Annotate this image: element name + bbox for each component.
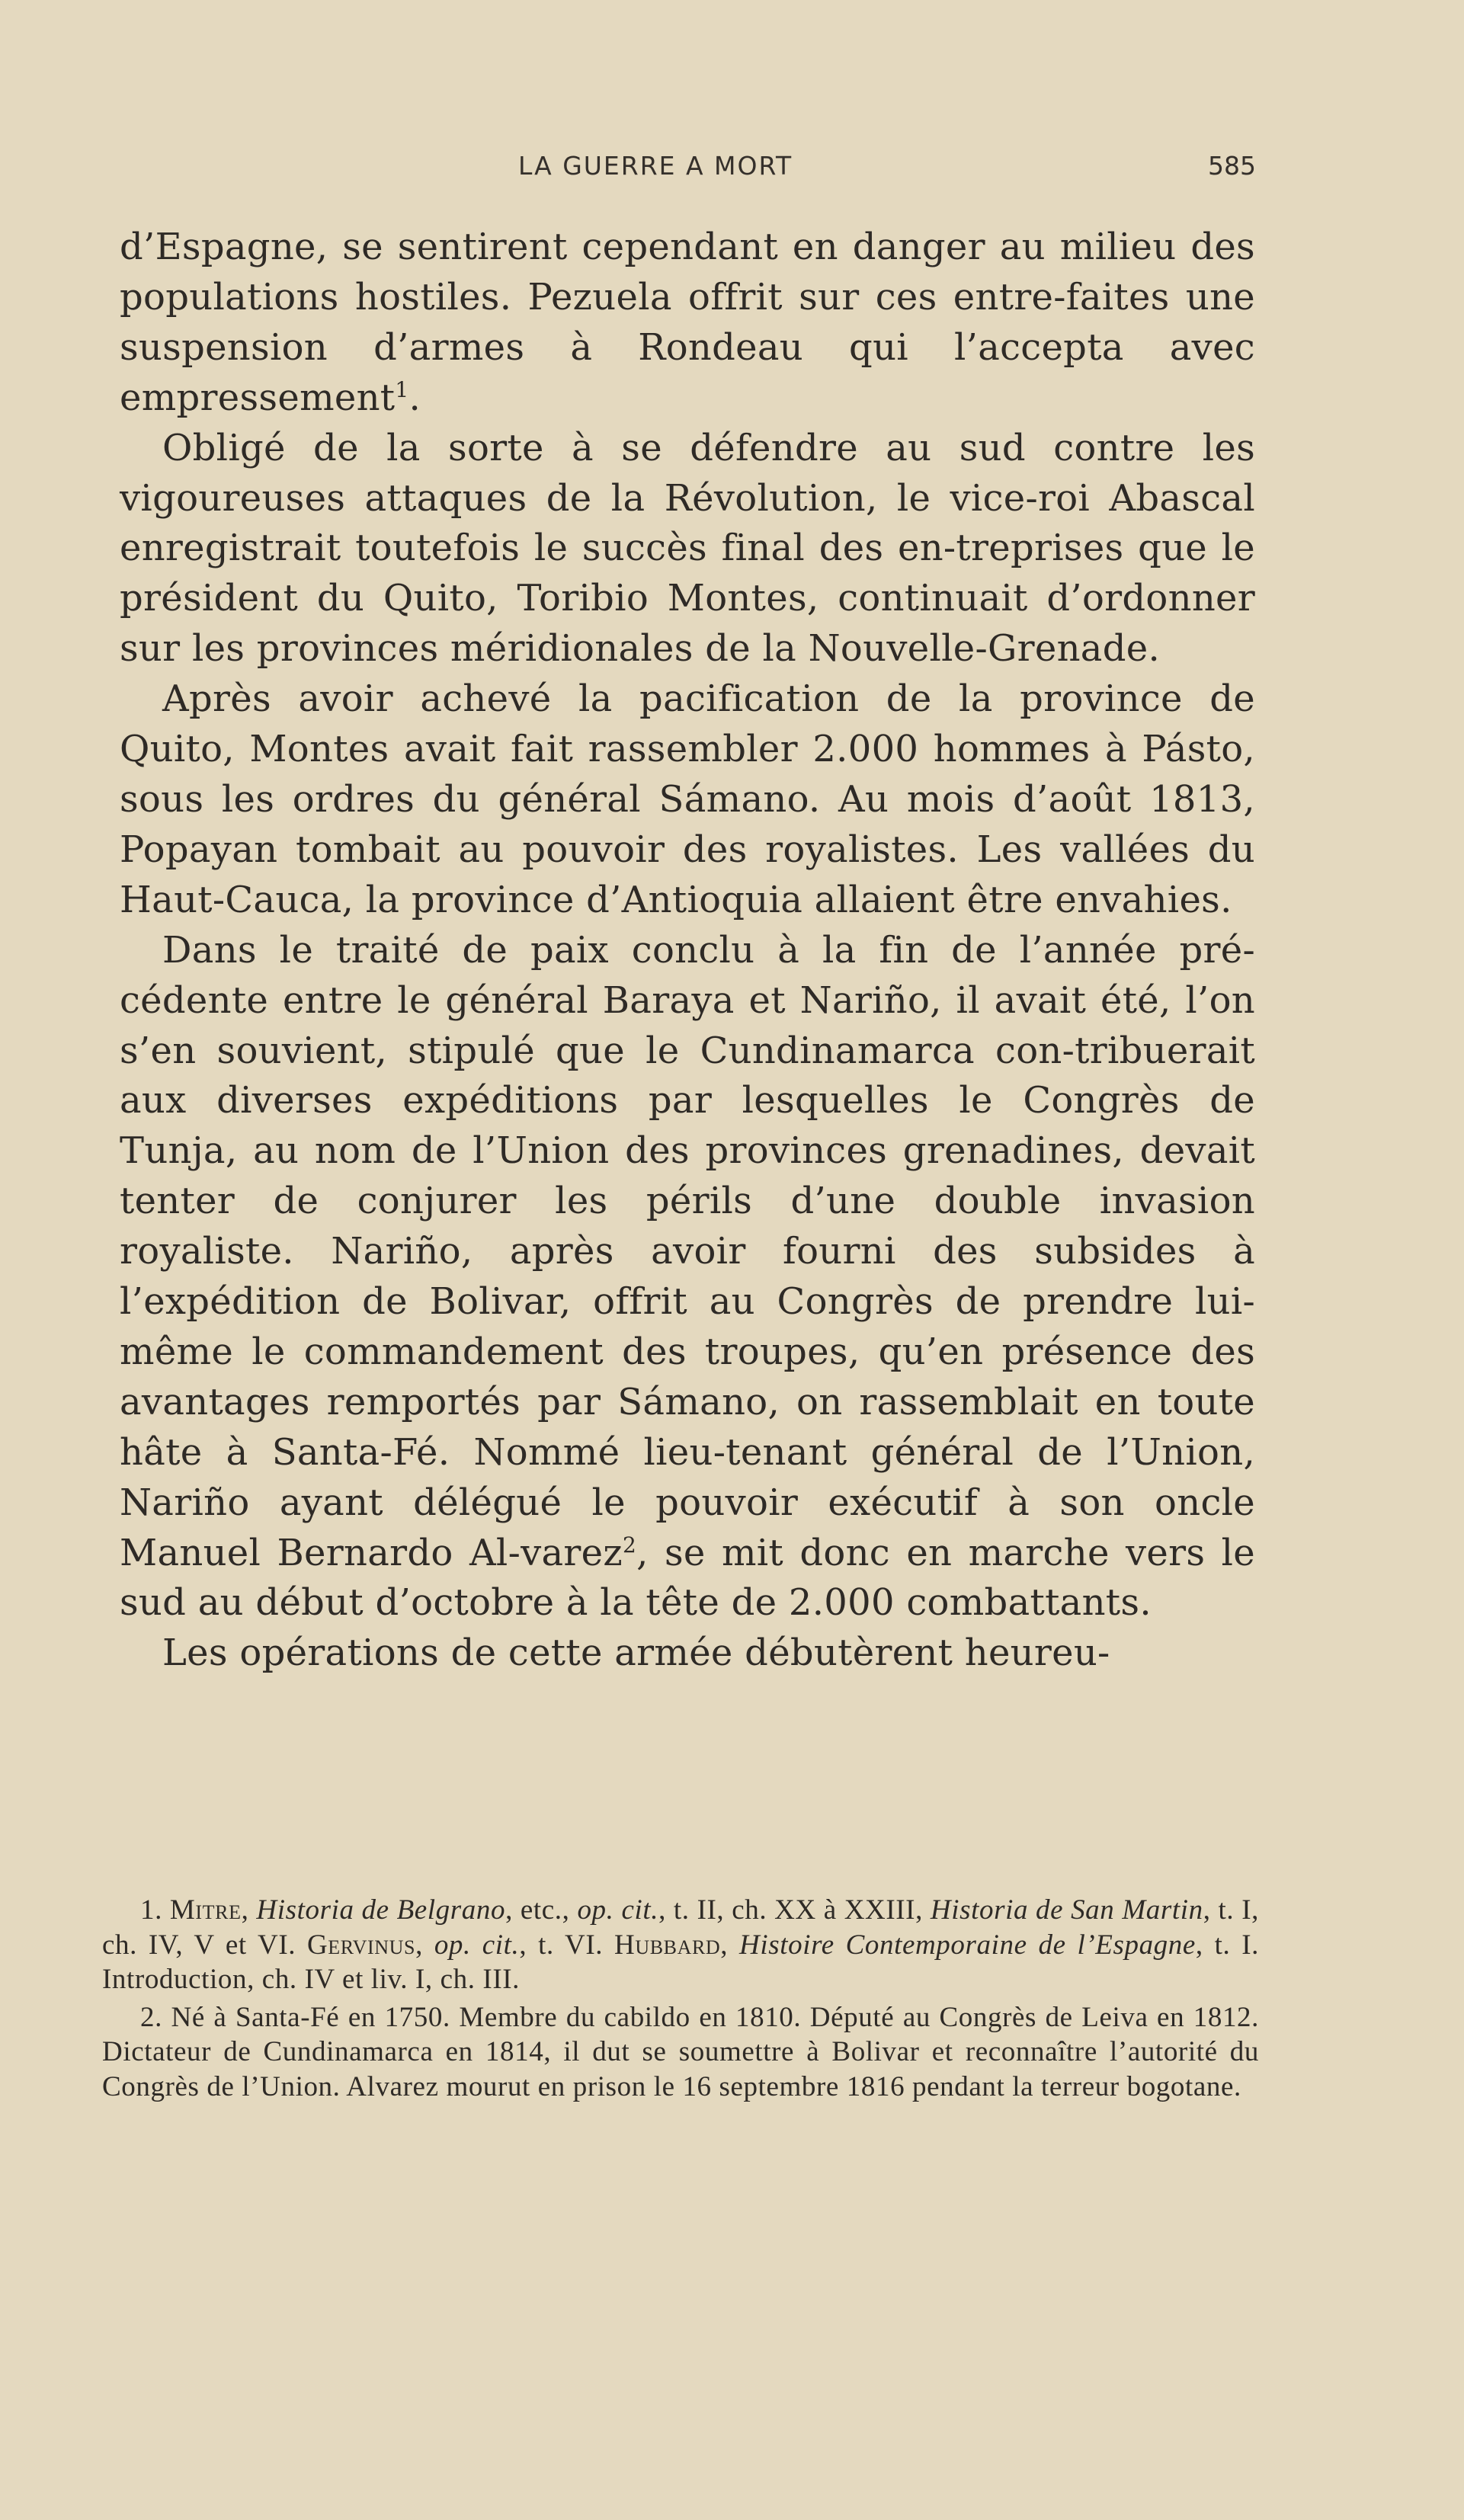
- footnote-1-sep-1: ,: [241, 1894, 257, 1926]
- footnote-2-text: Né à Santa-Fé en 1750. Membre du cabildo en 1810. Député au Congrès de Leiva en 1812. Dictateur de Cundinamarca en 1814, il dut se soumettre à Bolivar et reconnaître l’autorité du Congrès de l’Union. Alvarez mourut en prison le 16 septembre 1816 pendant la terreur bogotane.: [102, 2001, 1259, 2102]
- paragraph-2: Obligé de la sorte à se défendre au sud contre les vigoureuses attaques de la Révolution, le vice-roi Abascal enregistrait toutefois le succès final des en-treprises que le président du Quito, Toribio Montes, continuait d’ordonner sur les provinces méridionales de la Nouvelle-Grenade.: [120, 426, 1255, 671]
- paragraph-1-text: d’Espagne, se sentirent cependant en danger au milieu des populations hostiles. Pezuela offrit sur ces entre-faites une suspension d’armes à Rondeau qui l’accepta avec empressement: [120, 226, 1255, 419]
- running-title: LA GUERRE A MORT: [518, 151, 793, 181]
- paragraph-4: [120, 926, 1255, 1629]
- footnote-1-text-1: , etc.,: [505, 1894, 578, 1926]
- title-historia-san-martin: Historia de San Martin: [930, 1894, 1203, 1926]
- paragraph-4-text: Dans le traité de paix conclu à la fin de l’année pré-cédente entre le général Baraya et Nariño, il avait été, l’on s’en souvient, stipulé que le Cundinamarca con-tribuerait aux diverses expéditions par lesquelles le Congrès de Tunja, au nom de l’Union des provinces grenadines, devait tenter de conjurer les périls d’une double invasion royaliste. Nariño, après avoir fourni des subsides à l’expédition de Bolivar, offrit au Congrès de prendre lui-même le commandement des troupes, qu’en présence des avantages remportés par Sámano, on rassemblait en toute hâte à Santa-Fé. Nommé lieu-tenant général de l’Union, Nariño ayant délégué le pouvoir exécutif à son oncle Manuel Bernardo Al-varez: [120, 928, 1255, 1574]
- op-cit-2: op. cit.: [434, 1929, 520, 1961]
- page-number: 585: [1208, 151, 1256, 181]
- author-mitre: Mitre: [169, 1894, 242, 1926]
- title-historia-belgrano: Historia de Belgrano: [256, 1894, 506, 1926]
- footnote-2: [102, 2000, 1259, 2105]
- footnote-ref-2: 2: [622, 1532, 637, 1558]
- op-cit-1: op. cit.: [577, 1894, 659, 1926]
- paragraph-5: Les opérations de cette armée débutèrent heureu-: [162, 1631, 1110, 1675]
- paragraph-4-end: , se mit donc en marche vers le sud au début d’octobre à la tête de 2.000 combattants.: [120, 1531, 1255, 1625]
- footnote-1-sep-2: ,: [415, 1929, 434, 1961]
- footnote-1-text-2: , t. II, ch. XX à XXIII,: [658, 1894, 931, 1926]
- paragraph-1-end: .: [408, 376, 421, 419]
- footnote-1-text-4: , t. VI.: [519, 1929, 614, 1961]
- author-gervinus: Gervinus: [306, 1929, 416, 1961]
- running-head: [518, 149, 1256, 183]
- footnote-1-sep-3: ,: [720, 1929, 740, 1961]
- body-text: [120, 223, 1255, 1679]
- footnote-2-number: 2.: [140, 2001, 162, 2033]
- footnote-1-text-3: , t. I, ch. IV, V et VI.: [102, 1894, 1259, 1961]
- paragraph-3: Après avoir achevé la pacification de la province de Quito, Montes avait fait rassembler 2.000 hommes à Pásto, sous les ordres du général Sámano. Au mois d’août 1813, Popayan tombait au pouvoir des royalistes. Les vallées du Haut-Cauca, la province d’Antioquia allaient être envahies.: [120, 677, 1255, 921]
- footnote-1: [102, 1893, 1259, 1997]
- author-hubbard: Hubbard: [614, 1929, 721, 1961]
- footnote-ref-1: 1: [395, 376, 409, 402]
- footnote-1-text-5: , t. I. Introduction, ch. IV et liv. I, ch. III.: [102, 1929, 1259, 1995]
- footnote-1-number: 1.: [140, 1894, 162, 1926]
- footnotes: [102, 1893, 1259, 2107]
- title-histoire-contemporaine: Histoire Contemporaine de l’Espagne: [739, 1929, 1196, 1961]
- paragraph-1: [120, 223, 1255, 424]
